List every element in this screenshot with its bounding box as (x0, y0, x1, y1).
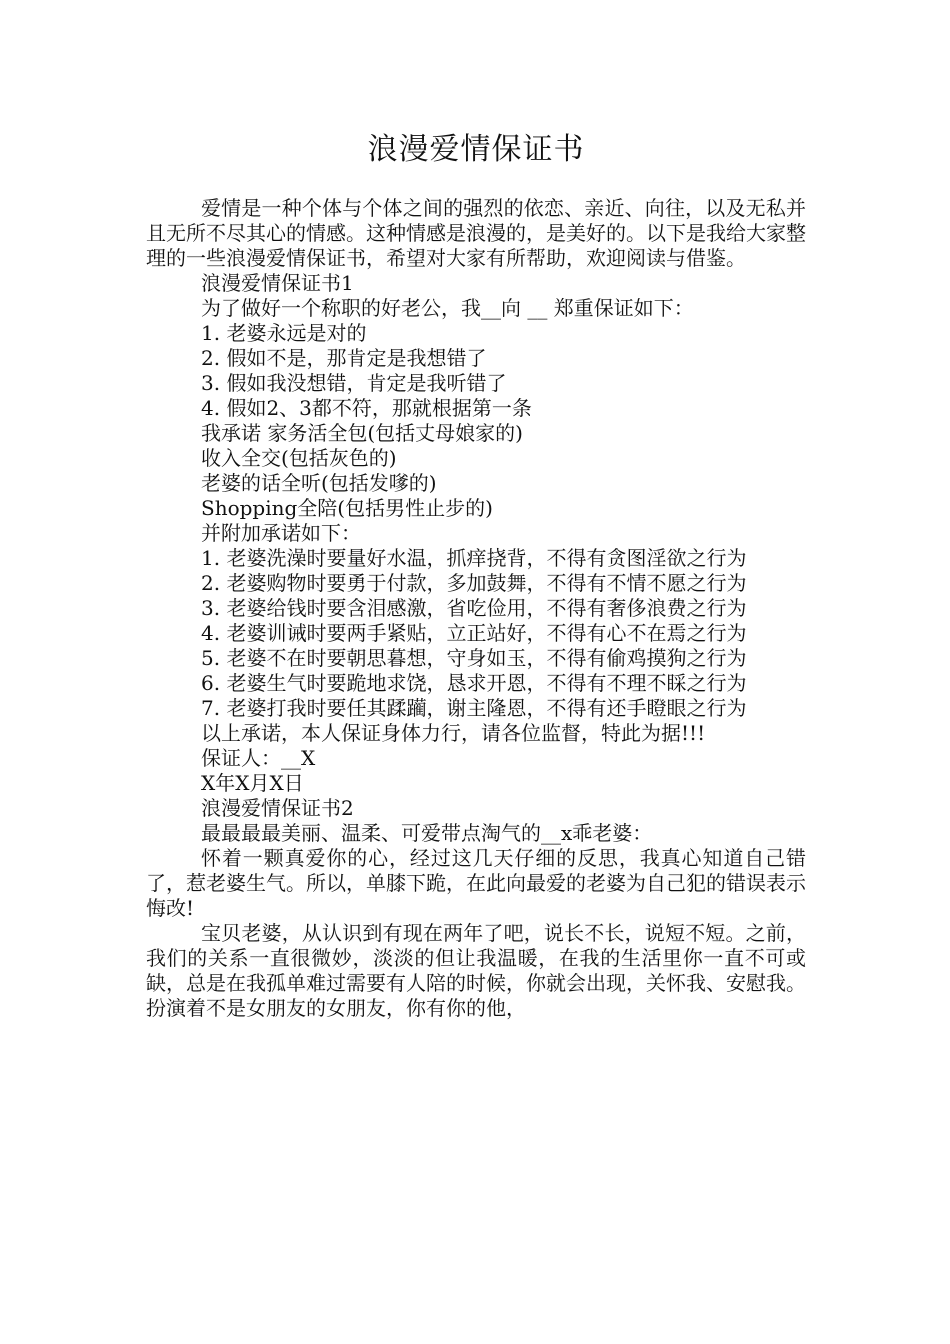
document-page (146, 128, 806, 1021)
additional-promise-item: 6. 老婆生气时要跪地求饶，恳求开恩，不得有不理不睬之行为 (201, 671, 747, 695)
date-line: X年X月X日 (201, 771, 304, 795)
promise-line: 老婆的话全听(包括发嗲的) (201, 471, 437, 495)
guarantor-line: 保证人：__X (201, 746, 316, 770)
rule-item: 4. 假如2、3都不符，那就根据第一条 (201, 396, 532, 420)
additional-promise-item: 1. 老婆洗澡时要量好水温，抓痒挠背，不得有贪图淫欲之行为 (201, 546, 747, 570)
pledge-intro: 为了做好一个称职的好老公，我__向 __ 郑重保证如下： (201, 296, 694, 320)
salutation: 最最最最美丽、温柔、可爱带点淘气的__x乖老婆： (201, 821, 653, 845)
promise-line: 我承诺 家务活全包(包括丈母娘家的) (201, 421, 523, 445)
rule-item: 3. 假如我没想错，肯定是我听错了 (201, 371, 507, 395)
section-heading-2: 浪漫爱情保证书2 (201, 796, 354, 820)
rule-item: 2. 假如不是，那肯定是我想错了 (201, 346, 487, 370)
additional-promise-item: 3. 老婆给钱时要含泪感激，省吃俭用，不得有奢侈浪费之行为 (201, 596, 747, 620)
promise-line: 收入全交(包括灰色的) (201, 446, 397, 470)
additional-promise-heading: 并附加承诺如下： (201, 521, 361, 545)
additional-promise-item: 7. 老婆打我时要任其蹂躏，谢主隆恩，不得有还手瞪眼之行为 (201, 696, 747, 720)
body-paragraph: 怀着一颗真爱你的心，经过这几天仔细的反思，我真心知道自己错了，惹老婆生气。所以，单膝下跪，在此向最爱的老婆为自己犯的错误表示悔改! (146, 846, 806, 920)
promise-line: Shopping全陪(包括男性止步的) (201, 496, 493, 520)
document-title: 浪漫爱情保证书 (367, 132, 585, 167)
body-paragraph: 宝贝老婆，从认识到有现在两年了吧，说长不长，说短不短。之前，我们的关系一直很微妙，淡淡的但让我温暖，在我的生活里你一直不可或缺，总是在我孤单难过需要有人陪的时候，你就会出现，关怀我、安慰我。扮演着不是女朋友的女朋友，你有你的他， (146, 921, 806, 1020)
section-heading-1: 浪漫爱情保证书1 (201, 271, 354, 295)
additional-promise-item: 5. 老婆不在时要朝思暮想，守身如玉，不得有偷鸡摸狗之行为 (201, 646, 747, 670)
intro-paragraph: 爱情是一种个体与个体之间的强烈的依恋、亲近、向往，以及无私并且无所不尽其心的情感。这种情感是浪漫的，是美好的。以下是我给大家整理的一些浪漫爱情保证书，希望对大家有所帮助，欢迎阅读与借鉴。 (146, 196, 806, 270)
additional-promise-item: 2. 老婆购物时要勇于付款，多加鼓舞，不得有不情不愿之行为 (201, 571, 747, 595)
rule-item: 1. 老婆永远是对的 (201, 321, 367, 345)
closing-statement: 以上承诺，本人保证身体力行，请各位监督，特此为据!!! (201, 721, 706, 745)
additional-promise-item: 4. 老婆训诫时要两手紧贴，立正站好，不得有心不在焉之行为 (201, 621, 747, 645)
